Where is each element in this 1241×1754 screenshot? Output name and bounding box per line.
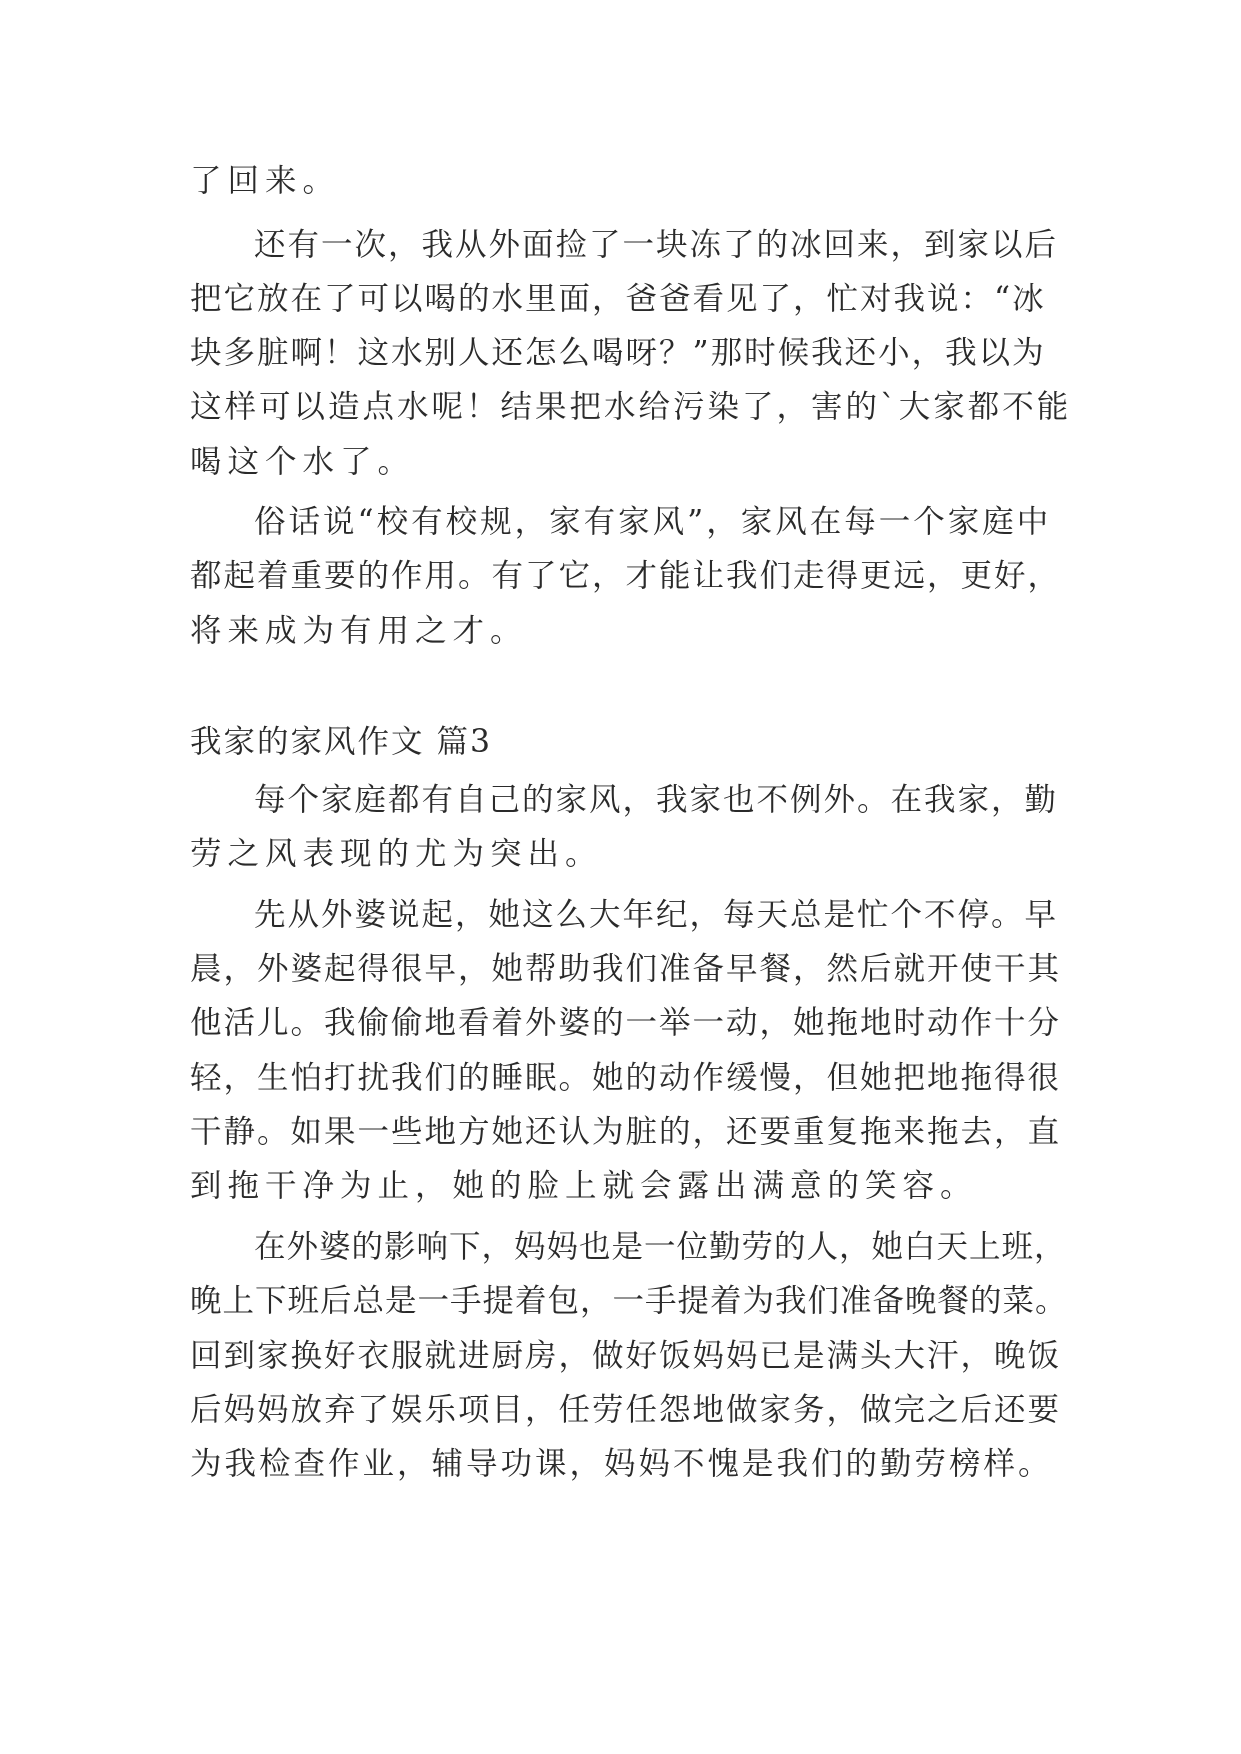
- text-line: 回到家换好衣服就进厨房，做好饭妈妈已是满头大汗，晚饭: [190, 1338, 1062, 1374]
- paragraph-first-line: 每个家庭都有自己的家风，我家也不例外。在我家，勤: [254, 782, 1059, 818]
- section-heading: 我家的家风作文 篇3: [190, 724, 493, 760]
- text-line: 轻，生怕打扰我们的睡眠。她的动作缓慢，但她把地拖得很: [190, 1060, 1062, 1096]
- text-line: 了回来。: [190, 163, 341, 199]
- text-line: 都起着重要的作用。有了它，才能让我们走得更远，更好，: [190, 558, 1062, 594]
- text-line: 劳之风表现的尤为突出。: [190, 836, 603, 872]
- text-line: 将来成为有用之才。: [190, 613, 528, 649]
- text-line: 他活儿。我偷偷地看着外婆的一举一动，她拖地时动作十分: [190, 1005, 1062, 1041]
- text-line: 干静。如果一些地方她还认为脏的，还要重复拖来拖去，直: [190, 1114, 1062, 1150]
- text-line: 到拖干净为止，她的脸上就会露出满意的笑容。: [190, 1168, 978, 1204]
- text-line: 块多脏啊！这水别人还怎么喝呀？”那时候我还小，我以为: [190, 335, 1046, 371]
- text-line: 把它放在了可以喝的水里面，爸爸看见了，忙对我说：“冰: [190, 281, 1046, 317]
- text-line: 为我检查作业，辅导功课，妈妈不愧是我们的勤劳榜样。: [190, 1446, 1053, 1482]
- paragraph-first-line: 俗话说“校有校规，家有家风”，家风在每一个家庭中: [254, 504, 1052, 540]
- text-line: 喝这个水了。: [190, 444, 416, 480]
- text-line: 晚上下班后总是一手提着包，一手提着为我们准备晚餐的菜。: [190, 1283, 1068, 1319]
- text-line: 后妈妈放弃了娱乐项目，任劳任怨地做家务，做完之后还要: [190, 1392, 1062, 1428]
- text-line: 这样可以造点水呢！结果把水给污染了，害的`大家都不能: [190, 389, 1072, 425]
- paragraph-first-line: 在外婆的影响下，妈妈也是一位勤劳的人，她白天上班，: [254, 1229, 1067, 1265]
- paragraph-first-line: 还有一次，我从外面捡了一块冻了的冰回来，到家以后: [254, 227, 1059, 263]
- text-line: 晨，外婆起得很早，她帮助我们准备早餐，然后就开使干其: [190, 951, 1062, 987]
- paragraph-first-line: 先从外婆说起，她这么大年纪，每天总是忙个不停。早: [254, 897, 1059, 933]
